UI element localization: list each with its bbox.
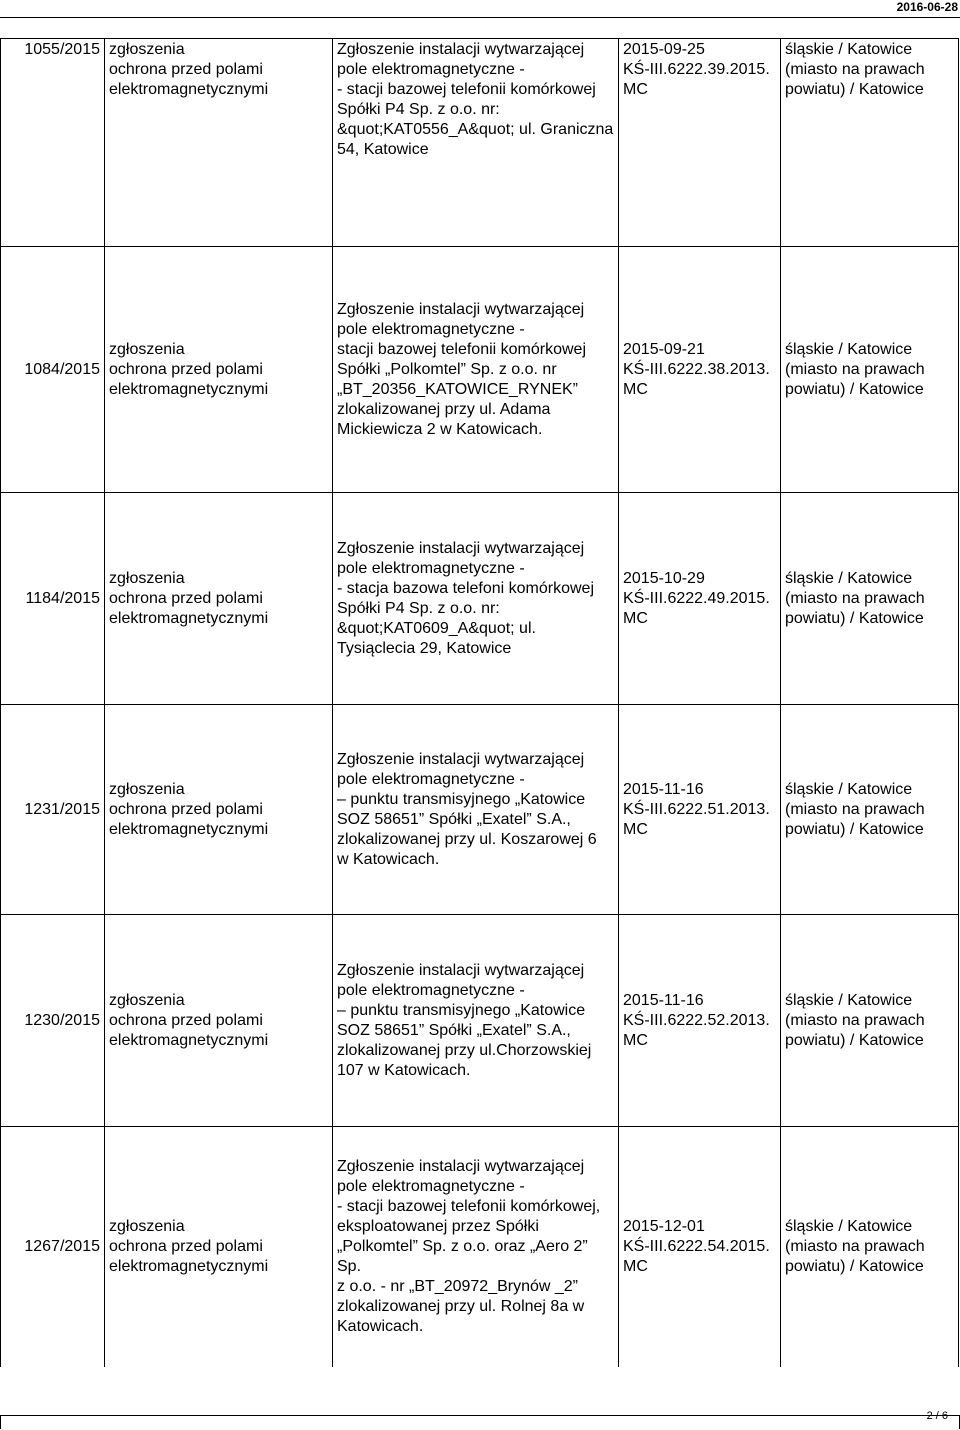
row-description: Zgłoszenie instalacji wytwarzającej pole elektromagnetyczne - - stacja bazowa telefoni komórkowej Spółki P4 Sp. z o.o. nr: &quot;KAT0609_A&quot; ul. Tysiąclecia 29, Katowice xyxy=(333,493,619,705)
row-location: śląskie / Katowice (miasto na prawach powiatu) / Katowice xyxy=(781,39,959,247)
page-number: 2 / 6 xyxy=(926,1410,948,1422)
row-type: zgłoszenia ochrona przed polami elektromagnetycznymi xyxy=(105,247,333,493)
row-description: Zgłoszenie instalacji wytwarzającej pole elektromagnetyczne - - stacji bazowej telefonii komórkowej Spółki P4 Sp. z o.o. nr: &quot;KAT0556_A&quot; ul. Graniczna 54, Katowice xyxy=(333,39,619,247)
row-number: 1230/2015 xyxy=(1,915,105,1127)
row-type: zgłoszenia ochrona przed polami elektromagnetycznymi xyxy=(105,39,333,247)
table-row xyxy=(1,247,959,493)
row-type: zgłoszenia ochrona przed polami elektromagnetycznymi xyxy=(105,493,333,705)
header-rule xyxy=(0,17,960,18)
row-date-reference: 2015-12-01 KŚ-III.6222.54.2015. MC xyxy=(619,1127,781,1367)
table-row xyxy=(1,493,959,705)
row-type: zgłoszenia ochrona przed polami elektromagnetycznymi xyxy=(105,705,333,915)
table-row xyxy=(1,705,959,915)
table-row xyxy=(1,39,959,247)
row-type: zgłoszenia ochrona przed polami elektromagnetycznymi xyxy=(105,1127,333,1367)
table-row xyxy=(1,1127,959,1367)
row-date-reference: 2015-10-29 KŚ-III.6222.49.2015. MC xyxy=(619,493,781,705)
row-type: zgłoszenia ochrona przed polami elektromagnetycznymi xyxy=(105,915,333,1127)
row-number: 1055/2015 xyxy=(1,39,105,247)
row-location: śląskie / Katowice (miasto na prawach powiatu) / Katowice xyxy=(781,915,959,1127)
row-number: 1267/2015 xyxy=(1,1127,105,1367)
row-location: śląskie / Katowice (miasto na prawach powiatu) / Katowice xyxy=(781,493,959,705)
row-date-reference: 2015-09-25 KŚ-III.6222.39.2015. MC xyxy=(619,39,781,247)
row-location: śląskie / Katowice (miasto na prawach powiatu) / Katowice xyxy=(781,1127,959,1367)
table-row xyxy=(1,915,959,1127)
registry-table xyxy=(0,38,959,1367)
row-description: Zgłoszenie instalacji wytwarzającej pole elektromagnetyczne - - stacji bazowej telefonii komórkowej, eksploatowanej przez Spółki „Polkomtel” Sp. z o.o. oraz „Aero 2” Sp. z o.o. - nr „BT_20972_Brynów _2” zlokalizowanej przy ul. Rolnej 8a w Katowicach. xyxy=(333,1127,619,1367)
row-date-reference: 2015-11-16 KŚ-III.6222.51.2013. MC xyxy=(619,705,781,915)
row-number: 1231/2015 xyxy=(1,705,105,915)
row-description: Zgłoszenie instalacji wytwarzającej pole elektromagnetyczne - – punktu transmisyjnego „Katowice SOZ 58651” Spółki „Exatel” S.A., zlokalizowanej przy ul. Koszarowej 6 w Katowicach. xyxy=(333,705,619,915)
row-date-reference: 2015-11-16 KŚ-III.6222.52.2013. MC xyxy=(619,915,781,1127)
row-location: śląskie / Katowice (miasto na prawach powiatu) / Katowice xyxy=(781,705,959,915)
row-number: 1084/2015 xyxy=(1,247,105,493)
row-description: Zgłoszenie instalacji wytwarzającej pole elektromagnetyczne - stacji bazowej telefonii komórkowej Spółki „Polkomtel” Sp. z o.o. nr „BT_20356_KATOWICE_RYNEK” zlokalizowanej przy ul. Adama Mickiewicza 2 w Katowicach. xyxy=(333,247,619,493)
footer-box xyxy=(0,1415,960,1429)
row-date-reference: 2015-09-21 KŚ-III.6222.38.2013. MC xyxy=(619,247,781,493)
row-number: 1184/2015 xyxy=(1,493,105,705)
row-description: Zgłoszenie instalacji wytwarzającej pole elektromagnetyczne - – punktu transmisyjnego „Katowice SOZ 58651” Spółki „Exatel” S.A., zlokalizowanej przy ul.Chorzowskiej 107 w Katowicach. xyxy=(333,915,619,1127)
header-date: 2016-06-28 xyxy=(896,0,958,14)
row-location: śląskie / Katowice (miasto na prawach powiatu) / Katowice xyxy=(781,247,959,493)
